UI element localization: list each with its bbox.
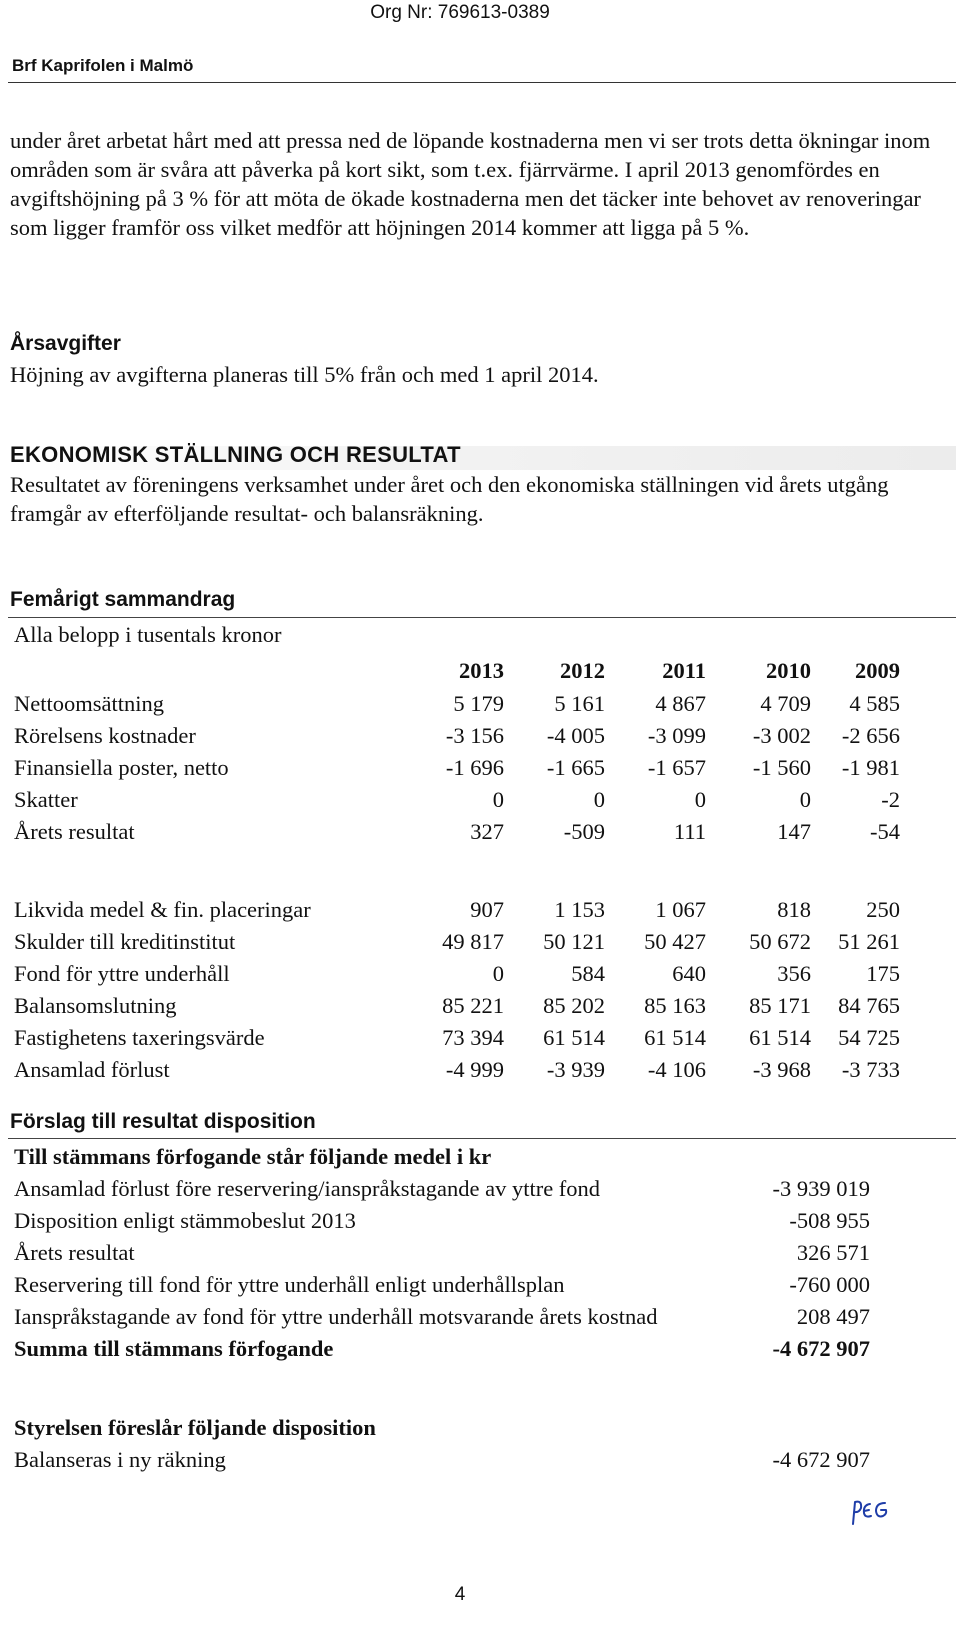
cell-value: 0 — [492, 961, 504, 986]
total-amount: -4 672 907 — [772, 1336, 870, 1361]
table-row — [10, 1205, 870, 1237]
cell-value: -2 — [881, 787, 900, 812]
table-row — [10, 752, 901, 784]
summary-divider — [8, 617, 956, 618]
cell-value: -3 939 — [546, 1057, 605, 1082]
cell-value: 50 121 — [543, 929, 605, 954]
row-label: Ianspråkstagande av fond för yttre underhåll motsvarande årets kostnad — [14, 1304, 658, 1329]
table-row — [10, 1022, 901, 1054]
row-label: Disposition enligt stämmobeslut 2013 — [14, 1208, 356, 1233]
row-amount: -760 000 — [789, 1272, 870, 1297]
table-row — [10, 688, 901, 720]
row-amount: -3 939 019 — [772, 1176, 870, 1201]
cell-value: 327 — [470, 819, 504, 844]
cell-value: 147 — [777, 819, 811, 844]
year-header: 2012 — [560, 658, 605, 683]
table-row — [10, 894, 901, 926]
cell-value: 584 — [571, 961, 605, 986]
row-label: Balansomslutning — [14, 993, 177, 1018]
cell-value: -1 665 — [546, 755, 605, 780]
signature-initials-icon — [848, 1494, 892, 1528]
cell-value: 175 — [866, 961, 900, 986]
cell-value: 50 672 — [749, 929, 811, 954]
cell-value: 5 179 — [453, 691, 504, 716]
arsavgifter-text: Höjning av avgifterna planeras till 5% från och med 1 april 2014. — [10, 362, 599, 387]
page-number: 4 — [454, 1584, 466, 1605]
amounts-note: Alla belopp i tusentals kronor — [14, 622, 282, 647]
year-header: 2011 — [662, 658, 706, 683]
row-label: Skatter — [14, 787, 78, 812]
cell-value: 84 765 — [838, 993, 900, 1018]
cell-value: 4 709 — [760, 691, 811, 716]
disposition-subheading: Till stämmans förfogande står följande medel i kr — [14, 1144, 492, 1169]
table-row — [10, 1173, 870, 1205]
cell-value: 54 725 — [838, 1025, 900, 1050]
total-label: Summa till stämmans förfogande — [14, 1336, 334, 1361]
cell-value: -54 — [870, 819, 900, 844]
cell-value: -509 — [563, 819, 605, 844]
cell-value: 818 — [777, 897, 811, 922]
table-row — [10, 926, 901, 958]
table-row — [10, 1237, 870, 1269]
table-row — [10, 1444, 870, 1476]
row-label: Reservering till fond för yttre underhåll enligt underhållsplan — [14, 1272, 565, 1297]
cell-value: 0 — [492, 787, 504, 812]
cell-value: -3 968 — [752, 1057, 811, 1082]
spacer-row — [10, 848, 901, 894]
row-label: Ansamlad förlust före reservering/ianspråkstagande av yttre fond — [14, 1176, 601, 1201]
row-label: Årets resultat — [14, 1240, 135, 1265]
table-row — [10, 1269, 870, 1301]
cell-value: -3 156 — [445, 723, 504, 748]
row-amount: -508 955 — [789, 1208, 870, 1233]
summary-heading: Femårigt sammandrag — [10, 588, 236, 611]
row-amount: 326 571 — [796, 1240, 870, 1265]
economy-heading: EKONOMISK STÄLLNING OCH RESULTAT — [10, 442, 461, 467]
year-header-row — [10, 654, 901, 688]
cell-value: 61 514 — [543, 1025, 605, 1050]
table-row — [10, 990, 901, 1022]
cell-value: -4 999 — [445, 1057, 504, 1082]
row-amount: 208 497 — [796, 1304, 870, 1329]
cell-value: 640 — [672, 961, 706, 986]
intro-paragraph: under året arbetat hårt med att pressa ned de löpande kostnaderna men vi ser trots detta ökningar inom områden som är svåra att påverka på kort sikt, som t.ex. fjärrvärme. I april 2013 genomfördes en avgiftshöjning på 3 % för att möta de ökade kostnaderna men det täcker inte behovet av renoveringar som ligger framför oss vilket medför att höjningen 2014 kommer att ligga på 5 %. — [10, 128, 931, 240]
cell-value: -1 981 — [841, 755, 900, 780]
disposition-heading: Förslag till resultat disposition — [10, 1110, 316, 1133]
cell-value: -1 560 — [752, 755, 811, 780]
cell-value: 0 — [799, 787, 811, 812]
cell-value: 85 171 — [749, 993, 811, 1018]
five-year-summary-table — [10, 654, 901, 1086]
table-row — [10, 1054, 901, 1086]
table-row — [10, 1301, 870, 1333]
board-heading: Styrelsen föreslår följande disposition — [14, 1415, 376, 1440]
cell-value: 0 — [694, 787, 706, 812]
table-row — [10, 720, 901, 752]
table-row — [10, 958, 901, 990]
cell-value: -2 656 — [841, 723, 900, 748]
cell-value: 907 — [470, 897, 504, 922]
cell-value: 356 — [777, 961, 811, 986]
disposition-table — [10, 1141, 870, 1365]
cell-value: 61 514 — [749, 1025, 811, 1050]
total-row — [10, 1333, 870, 1365]
cell-value: 85 202 — [543, 993, 605, 1018]
board-proposal-table — [10, 1412, 870, 1476]
year-header: 2013 — [459, 658, 504, 683]
row-label: Fond för yttre underhåll — [14, 961, 230, 986]
cell-value: 5 161 — [554, 691, 605, 716]
row-label: Ansamlad förlust — [14, 1057, 170, 1082]
cell-value: 4 867 — [655, 691, 706, 716]
cell-value: 250 — [866, 897, 900, 922]
header-divider — [8, 82, 956, 83]
table-row — [10, 816, 901, 848]
cell-value: -3 733 — [841, 1057, 900, 1082]
year-header: 2010 — [766, 658, 811, 683]
table-row — [10, 1412, 870, 1444]
cell-value: 61 514 — [644, 1025, 706, 1050]
row-label: Rörelsens kostnader — [14, 723, 196, 748]
row-label: Finansiella poster, netto — [14, 755, 229, 780]
row-amount: -4 672 907 — [772, 1447, 870, 1472]
org-number: Org Nr: 769613-0389 — [370, 2, 550, 23]
cell-value: 73 394 — [442, 1025, 504, 1050]
cell-value: 50 427 — [644, 929, 706, 954]
disposition-divider — [8, 1138, 956, 1139]
year-header: 2009 — [855, 658, 900, 683]
cell-value: -1 657 — [647, 755, 706, 780]
cell-value: 4 585 — [849, 691, 900, 716]
cell-value: 85 163 — [644, 993, 706, 1018]
cell-value: 49 817 — [442, 929, 504, 954]
row-label: Årets resultat — [14, 819, 135, 844]
row-label: Likvida medel & fin. placeringar — [14, 897, 311, 922]
cell-value: -1 696 — [445, 755, 504, 780]
table-row — [10, 1141, 870, 1173]
economy-text: Resultatet av föreningens verksamhet under året och den ekonomiska ställningen vid årets utgång framgår av efterföljande resultat- och balansräkning. — [10, 472, 889, 526]
association-name: Brf Kaprifolen i Malmö — [12, 56, 194, 75]
cell-value: -4 005 — [546, 723, 605, 748]
cell-value: 0 — [593, 787, 605, 812]
arsavgifter-heading: Årsavgifter — [10, 332, 121, 355]
cell-value: -4 106 — [647, 1057, 706, 1082]
table-row — [10, 784, 901, 816]
cell-value: 51 261 — [838, 929, 900, 954]
cell-value: -3 099 — [647, 723, 706, 748]
cell-value: 111 — [673, 819, 706, 844]
cell-value: -3 002 — [752, 723, 811, 748]
row-label: Nettoomsättning — [14, 691, 164, 716]
cell-value: 1 067 — [655, 897, 706, 922]
row-label: Skulder till kreditinstitut — [14, 929, 236, 954]
cell-value: 85 221 — [442, 993, 504, 1018]
row-label: Fastighetens taxeringsvärde — [14, 1025, 265, 1050]
cell-value: 1 153 — [554, 897, 605, 922]
row-label: Balanseras i ny räkning — [14, 1447, 226, 1472]
